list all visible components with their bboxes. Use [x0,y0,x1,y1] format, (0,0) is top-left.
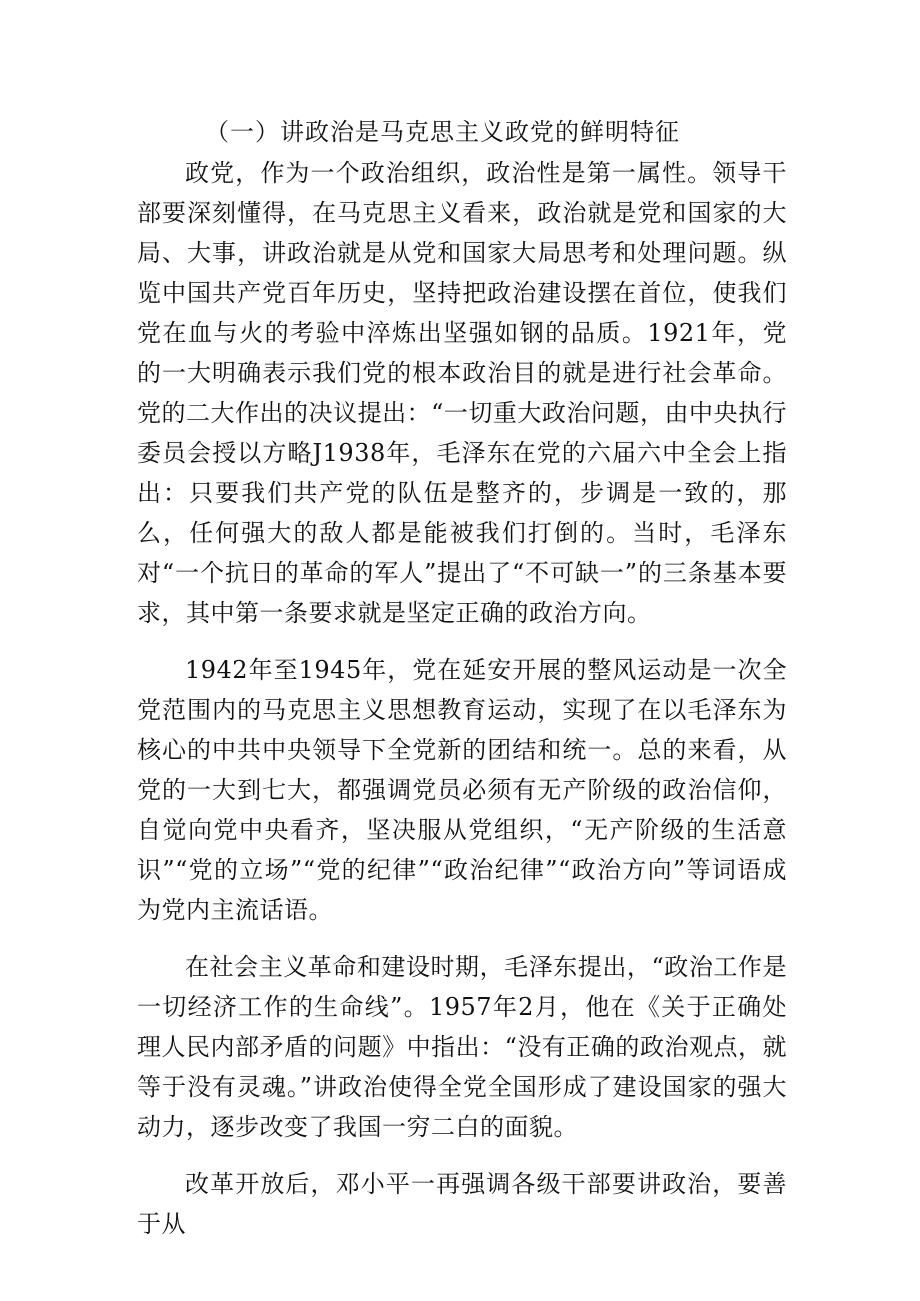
paragraph-1: 政党，作为一个政治组织，政治性是第一属性。领导干部要深刻懂得，在马克思主义看来，政治就是党和国家的大局、大事，讲政治就是从党和国家大局思考和处理问题。纵览中国共产党百年历史，坚持把政治建设摆在首位，使我们党在血与火的考验中淬炼出坚强如钢的品质。1921年，党的一大明确表示我们党的根本政治目的就是进行社会革命。党的二大作出的决议提出：“一切重大政治问题，由中央执行委员会授以方略J1938年，毛泽东在党的六届六中全会上指出：只要我们共产党的队伍是整齐的，步调是一致的，那么，任何强大的敌人都是能被我们打倒的。当时，毛泽东对“一个抗日的革命的军人”提出了“不可缺一”的三条基本要求，其中第一条要求就是坚定正确的政治方向。 [137,159,787,627]
document-body [137,153,787,1261]
paragraph-2: 1942年至1945年，党在延安开展的整风运动是一次全党范围内的马克思主义思想教育运动，实现了在以毛泽东为核心的中共中央领导下全党新的团结和统一。总的来看，从党的一大到七大，都强调党员必须有无产阶级的政治信仰，自觉向党中央看齐，坚决服从党组织，“无产阶级的生活意识”“党的立场”“党的纪律”“政治纪律”“政治方向”等词语成为党内主流话语。 [137,656,787,924]
paragraph-3: 在社会主义革命和建设时期，毛泽东提出，“政治工作是一切经济工作的生命线”。1957年2月，他在《关于正确处理人民内部矛盾的问题》中指出：“没有正确的政治观点，就等于没有灵魂。”讲政治使得全党全国形成了建设国家的强大动力，逐步改变了我国一穷二白的面貌。 [137,953,787,1141]
paragraph-4: 改革开放后，邓小平一再强调各级干部要讲政治，要善于从 [137,1170,787,1238]
section-heading: （一）讲政治是马克思主义政党的鲜明特征 [205,118,680,146]
